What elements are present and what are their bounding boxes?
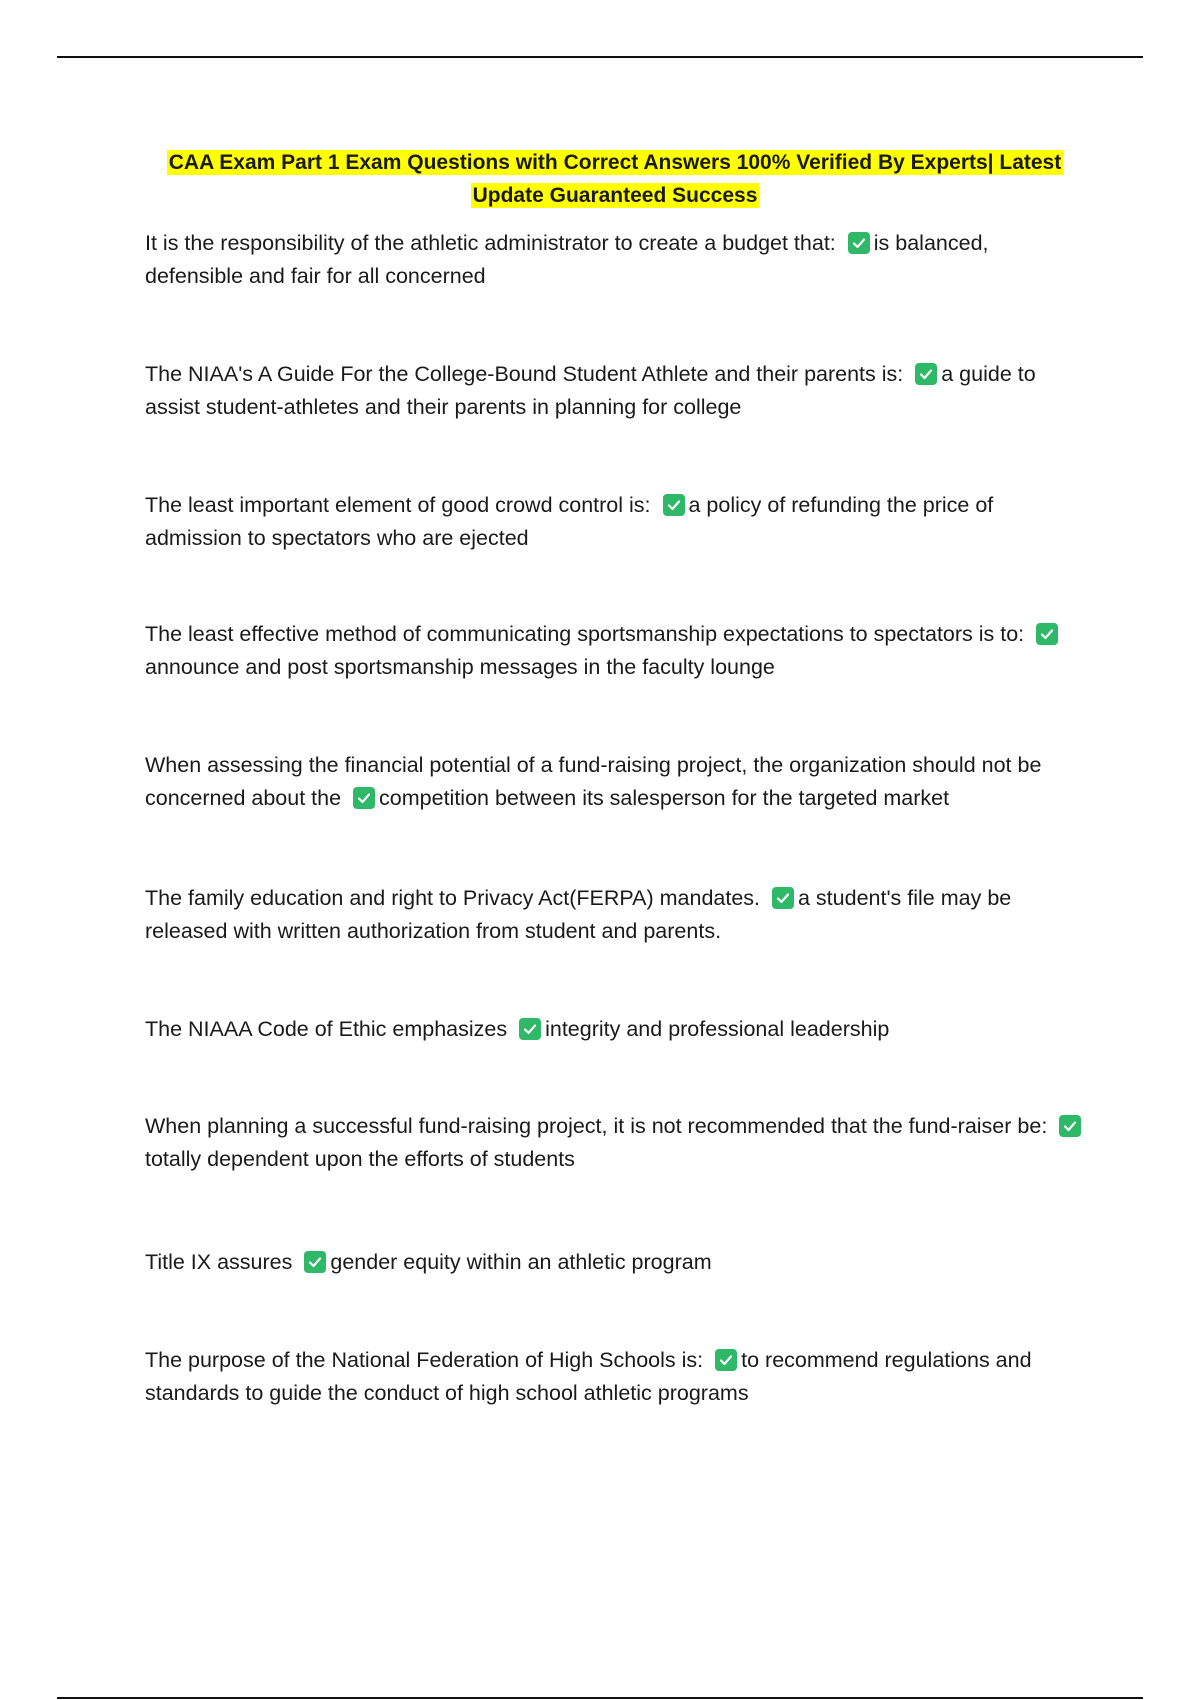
question-text: Title IX assures (145, 1250, 293, 1274)
check-mark-icon (915, 363, 937, 385)
question-text: The family education and right to Privacy Act(FERPA) mandates. (145, 886, 761, 910)
check-mark-icon (848, 232, 870, 254)
qa-item (145, 1110, 1090, 1176)
qa-item (145, 749, 1090, 815)
question-text: The NIAAA Code of Ethic emphasizes (145, 1017, 508, 1041)
document-title (140, 146, 1090, 212)
qa-item (145, 618, 1090, 684)
answer-text: a guide to assist student-athletes and their parents in planning for college (145, 362, 1036, 419)
check-mark-icon (304, 1251, 326, 1273)
header-rule (57, 56, 1143, 58)
answer-text: totally dependent upon the efforts of students (145, 1147, 575, 1171)
title-line-2: Update Guaranteed Success (472, 184, 758, 207)
answer-text: a policy of refunding the price of admission to spectators who are ejected (145, 493, 994, 550)
footer-rule (57, 1697, 1143, 1699)
question-text: The least important element of good crowd control is: (145, 493, 651, 517)
question-text: It is the responsibility of the athletic administrator to create a budget that: (145, 231, 836, 255)
check-mark-icon (1036, 623, 1058, 645)
qa-item (145, 227, 1090, 293)
question-text: When assessing the financial potential of a fund-raising project, the organization should not be concerned about the (145, 753, 1042, 810)
question-text: The NIAA's A Guide For the College-Bound Student Athlete and their parents is: (145, 362, 904, 386)
qa-item (145, 882, 1090, 948)
check-mark-icon (772, 887, 794, 909)
qa-item (145, 1013, 1090, 1046)
answer-text: announce and post sportsmanship messages in the faculty lounge (145, 655, 775, 679)
qa-item (145, 489, 1090, 555)
check-mark-icon (663, 494, 685, 516)
question-text: When planning a successful fund-raising project, it is not recommended that the fund-raiser be: (145, 1114, 1048, 1138)
check-mark-icon (519, 1018, 541, 1040)
answer-text: a student's file may be released with written authorization from student and parents. (145, 886, 1012, 943)
qa-item (145, 358, 1090, 424)
qa-item (145, 1246, 1090, 1279)
qa-item (145, 1344, 1090, 1410)
question-text: The least effective method of communicating sportsmanship expectations to spectators is to: (145, 622, 1025, 646)
answer-text: competition between its salesperson for the targeted market (379, 786, 950, 810)
answer-text: is balanced, defensible and fair for all concerned (145, 231, 989, 288)
check-mark-icon (715, 1349, 737, 1371)
question-text: The purpose of the National Federation of High Schools is: (145, 1348, 704, 1372)
answer-text: integrity and professional leadership (545, 1017, 890, 1041)
answer-text: to recommend regulations and standards to guide the conduct of high school athletic programs (145, 1348, 1032, 1405)
check-mark-icon (353, 787, 375, 809)
check-mark-icon (1059, 1115, 1081, 1137)
title-line-1: CAA Exam Part 1 Exam Questions with Correct Answers 100% Verified By Experts| Latest (168, 151, 1062, 174)
answer-text: gender equity within an athletic program (330, 1250, 712, 1274)
